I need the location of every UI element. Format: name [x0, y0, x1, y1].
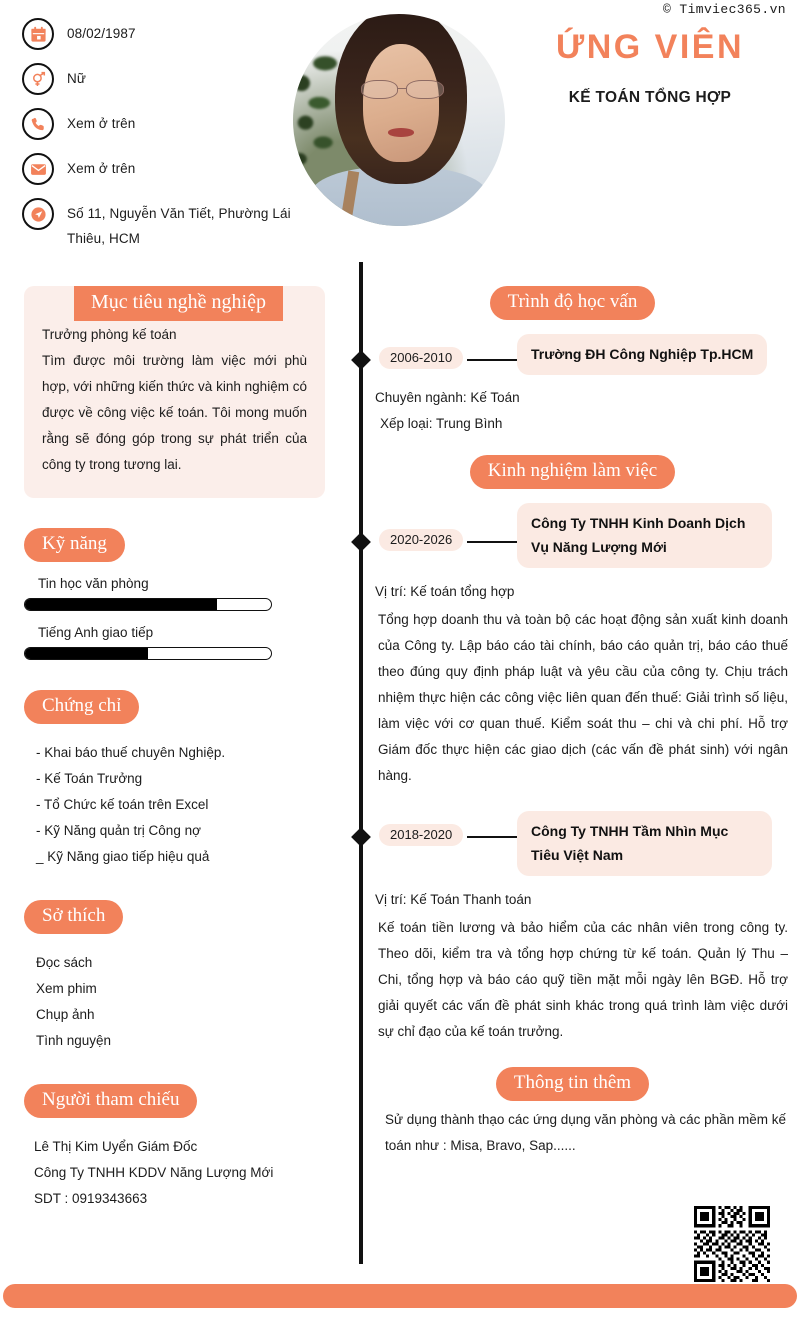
experience-position: Vị trí: Kế toán tổng hợp [375, 584, 515, 599]
location-icon [22, 198, 54, 230]
certificates-heading: Chứng chỉ [24, 690, 139, 724]
contact-list [22, 18, 312, 264]
certificate-item: - Kế Toán Trưởng [36, 771, 143, 786]
education-grade: Xếp loại: Trung Bình [380, 416, 503, 431]
contact-value-gender: Nữ [67, 71, 86, 86]
section-objective [24, 286, 325, 498]
experience-period: 2018-2020 [379, 824, 463, 846]
certificate-item: - Khai báo thuế chuyên Nghiệp. [36, 745, 226, 760]
education-heading: Trình độ học vấn [490, 286, 656, 320]
left-column [0, 262, 345, 1212]
hobbies-heading: Sở thích [24, 900, 123, 934]
experience-entry [345, 811, 800, 1045]
avatar [293, 14, 505, 226]
certificate-item: - Tổ Chức kế toán trên Excel [36, 797, 209, 812]
hobby-item: Tình nguyện [36, 1033, 112, 1048]
contact-row-gender [22, 63, 312, 95]
certificate-item: - Kỹ Năng quản trị Công nợ [36, 823, 201, 838]
objective-paragraph: Tìm được môi trường làm việc mới phù hợp, với những kiến thức và kinh nghiệm có được về công việc kế toán. Tôi mong muốn rằng sẽ đóng góp trong sự phát triển của công ty trong tương lai. [42, 353, 307, 472]
hobby-item: Xem phim [36, 981, 97, 996]
experience-position: Vị trí: Kế Toán Thanh toán [375, 892, 532, 907]
education-period: 2006-2010 [379, 347, 463, 369]
section-experience [345, 455, 800, 489]
hobby-item: Chụp ảnh [36, 1007, 95, 1022]
extra-heading: Thông tin thêm [496, 1067, 649, 1101]
phone-icon [22, 108, 54, 140]
experience-company: Công Ty TNHH Tầm Nhìn Mục Tiêu Việt Nam [517, 811, 772, 876]
education-school: Trường ĐH Công Nghiệp Tp.HCM [517, 334, 767, 375]
right-column [345, 262, 800, 1159]
section-certificates [24, 690, 325, 870]
experience-description: Tổng hợp doanh thu và toàn bộ các hoạt động sản xuất kinh doanh của Công ty. Lập báo cáo tài chính, báo cáo quản trị, báo cáo thuế theo đúng quy định pháp luật và yêu cầu của công ty. Chịu trách nhiệm thực hiện các công việc liên quan đến thuế: Giải trình số liệu, làm việc với cơ quan thuế. Kiểm soát thu – chi và chi phí. Hỗ trợ Giám đốc thực hiện các giao dịch (các vấn đề phát sinh) với ngân hàng. [378, 612, 788, 783]
footer-bar [3, 1284, 797, 1308]
contact-row-phone [22, 108, 312, 140]
extra-text: Sử dụng thành thạo các ứng dụng văn phòng và các phần mềm kế toán như : Misa, Bravo, Sap...... [385, 1112, 786, 1153]
skill-progress-bar [24, 647, 272, 660]
contact-value-birthdate: 08/02/1987 [67, 26, 136, 41]
candidate-job-title: KẾ TOÁN TỔNG HỢP [568, 89, 732, 107]
timeline-marker-icon [351, 350, 371, 370]
experience-period: 2020-2026 [379, 529, 463, 551]
objective-line1: Trưởng phòng kế toán [42, 327, 177, 342]
timeline-marker-icon [351, 532, 371, 552]
education-major: Chuyên ngành: Kế Toán [375, 390, 520, 405]
objective-heading: Mục tiêu nghề nghiệp [74, 286, 283, 321]
section-education [345, 262, 800, 320]
skill-label: Tiếng Anh giao tiếp [38, 625, 154, 640]
skill-progress-bar [24, 598, 272, 611]
contact-value-address: Số 11, Nguyễn Văn Tiết, Phường Lái Thiêu, HCM [67, 206, 291, 246]
cv-header [0, 0, 800, 262]
education-entry [345, 334, 800, 437]
qr-code [694, 1206, 770, 1282]
skill-item [24, 576, 325, 611]
contact-row-email [22, 153, 312, 185]
certificates-list [36, 740, 325, 870]
section-hobbies [24, 900, 325, 1054]
contact-value-phone: Xem ở trên [67, 116, 136, 131]
section-skills [24, 528, 325, 660]
experience-entry [345, 503, 800, 789]
contact-row-birthdate [22, 18, 312, 50]
calendar-icon [22, 18, 54, 50]
candidate-name: ỨNG VIÊN [555, 28, 744, 66]
title-block [505, 28, 795, 107]
skills-heading: Kỹ năng [24, 528, 125, 562]
reference-line: Công Ty TNHH KDDV Năng Lượng Mới [34, 1165, 274, 1180]
timeline-marker-icon [351, 827, 371, 847]
experience-company: Công Ty TNHH Kinh Doanh Dịch Vụ Năng Lượng Mới [517, 503, 772, 568]
hobby-item: Đọc sách [36, 955, 93, 970]
certificate-item: _ Kỹ Năng giao tiếp hiệu quả [36, 849, 210, 864]
hobbies-list [36, 950, 325, 1054]
section-references [24, 1084, 325, 1212]
contact-value-email: Xem ở trên [67, 161, 136, 176]
experience-description: Kế toán tiền lương và bảo hiểm của các nhân viên trong công ty. Theo dõi, kiểm tra và tổng hợp chứng từ kế toán. Quản lý Thu – Chi, tổng hợp và báo cáo quỹ tiền mặt mỗi ngày lên BGĐ. Hỗ trợ giải quyết các vấn đề phát sinh khác trong quá trình làm việc dưới sự chỉ đạo của kế toán trưởng. [378, 920, 788, 1039]
references-list [34, 1134, 325, 1212]
gender-icon [22, 63, 54, 95]
watermark: © Timviec365.vn [662, 2, 786, 17]
contact-row-address [22, 198, 312, 251]
email-icon [22, 153, 54, 185]
section-extra [345, 1067, 800, 1101]
reference-line: Lê Thị Kim Uyển Giám Đốc [34, 1139, 198, 1154]
references-heading: Người tham chiếu [24, 1084, 197, 1118]
experience-heading: Kinh nghiệm làm việc [470, 455, 675, 489]
skill-item [24, 625, 325, 660]
skill-label: Tin học văn phòng [38, 576, 149, 591]
reference-line: SDT : 0919343663 [34, 1191, 148, 1206]
